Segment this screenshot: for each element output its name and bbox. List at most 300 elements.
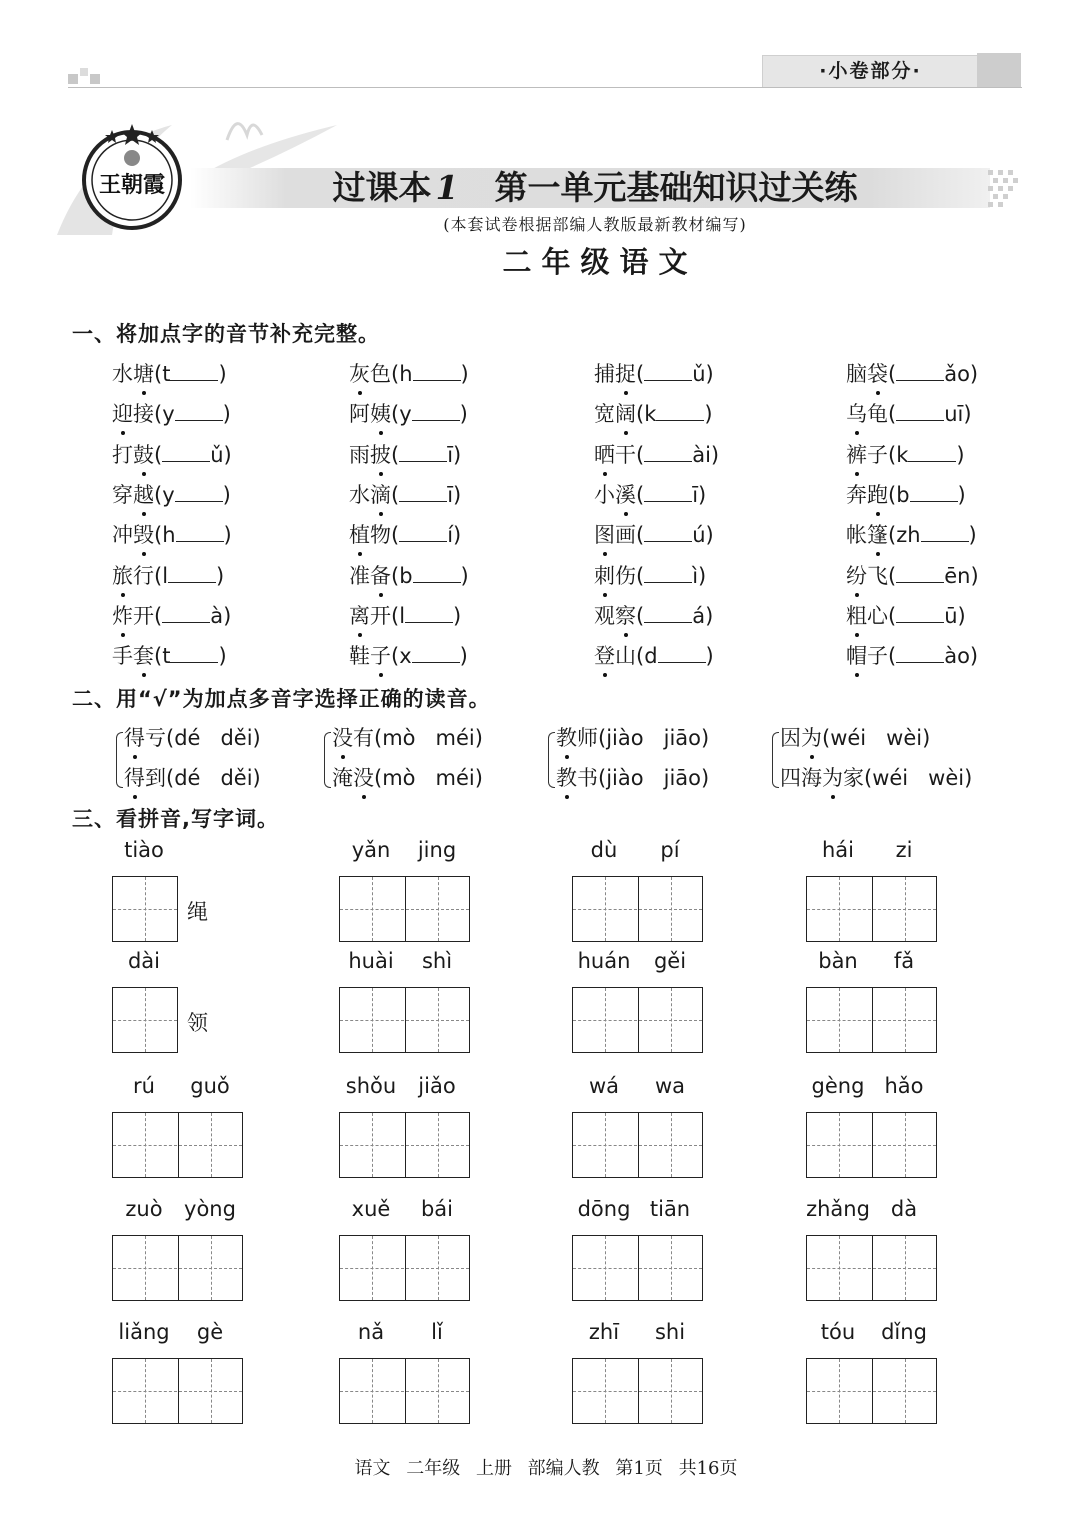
answer-blank[interactable] bbox=[412, 402, 460, 421]
writing-grid[interactable] bbox=[339, 1235, 470, 1301]
pinyin-fill-item: 穿越(y ) bbox=[112, 479, 231, 509]
hanzi-char: 晒 bbox=[594, 439, 615, 469]
cell-guide-horizontal bbox=[639, 1268, 702, 1269]
polyphone-item bbox=[124, 722, 261, 752]
tianzige-cell[interactable] bbox=[807, 1359, 871, 1423]
pinyin-fill-item: 鞋子(x ) bbox=[349, 640, 468, 670]
hanzi-char: 没 bbox=[332, 722, 353, 752]
tianzige-cell[interactable] bbox=[340, 1359, 404, 1423]
cell-guide-horizontal bbox=[807, 1145, 871, 1146]
pinyin-suffix: ū bbox=[944, 603, 958, 628]
pinyin-label: lǐ bbox=[431, 1320, 443, 1344]
tianzige-cell[interactable] bbox=[807, 877, 871, 941]
pinyin-label: zi bbox=[895, 838, 913, 862]
pinyin-label: shì bbox=[421, 949, 453, 973]
tianzige-cell[interactable] bbox=[573, 988, 637, 1052]
cell-guide-horizontal bbox=[340, 1391, 404, 1392]
answer-blank[interactable] bbox=[412, 644, 460, 663]
answer-blank[interactable] bbox=[644, 443, 692, 462]
pinyin-label: nǎ bbox=[357, 1320, 385, 1344]
cell-guide-horizontal bbox=[113, 1020, 177, 1021]
writing-grid[interactable] bbox=[572, 1358, 703, 1424]
hanzi-char: 披 bbox=[370, 439, 391, 469]
writing-grid[interactable] bbox=[806, 987, 937, 1053]
polyphone-item bbox=[124, 762, 261, 792]
pinyin-fill-item: 灰色(h ) bbox=[349, 358, 469, 388]
tianzige-cell[interactable] bbox=[113, 1113, 177, 1177]
pinyin-suffix: ì bbox=[692, 563, 699, 588]
reading-options[interactable]: (jiào jiāo) bbox=[598, 766, 710, 790]
writing-grid[interactable] bbox=[806, 1112, 937, 1178]
pinyin-label: guǒ bbox=[190, 1074, 230, 1098]
hanzi-char: 龟 bbox=[867, 402, 888, 427]
tianzige-cell[interactable] bbox=[178, 1113, 242, 1177]
pinyin-suffix: ī bbox=[692, 482, 699, 507]
hanzi-char: 刺 bbox=[594, 560, 615, 590]
pinyin-fill-item: 准备(b ) bbox=[349, 560, 469, 590]
pinyin-fill-item: 迎接(y ) bbox=[112, 398, 231, 428]
hanzi-char: 小 bbox=[594, 482, 615, 507]
writing-grid[interactable] bbox=[572, 1235, 703, 1301]
hanzi-char: 阔 bbox=[615, 398, 636, 428]
hanzi-char: 开 bbox=[133, 603, 154, 628]
hanzi-char: 乌 bbox=[846, 398, 867, 428]
writing-grid[interactable] bbox=[112, 1358, 243, 1424]
pinyin-fill-item: 离开(l ) bbox=[349, 600, 461, 630]
answer-blank[interactable] bbox=[168, 564, 216, 583]
hanzi-char: 篷 bbox=[867, 519, 888, 549]
pinyin-fill-item: 水塘(t ) bbox=[112, 358, 227, 388]
writing-grid[interactable] bbox=[572, 1112, 703, 1178]
pinyin-label: wa bbox=[654, 1074, 686, 1098]
cell-guide-horizontal bbox=[573, 1145, 637, 1146]
writing-grid[interactable] bbox=[339, 1358, 470, 1424]
writing-grid[interactable] bbox=[806, 876, 937, 942]
pinyin-fill-item: 捕捉( ǔ) bbox=[594, 358, 714, 388]
tianzige-cell[interactable] bbox=[807, 1113, 871, 1177]
page-title bbox=[190, 166, 1000, 210]
pinyin-label: gèng bbox=[811, 1074, 865, 1098]
reading-options[interactable]: (jiào jiāo) bbox=[598, 726, 710, 750]
tianzige-cell[interactable] bbox=[807, 1236, 871, 1300]
pinyin-label: jing bbox=[417, 838, 457, 862]
polyphone-item bbox=[780, 762, 972, 792]
pinyin-label: huài bbox=[348, 949, 394, 973]
given-character: 绳 bbox=[187, 900, 208, 924]
tianzige-cell[interactable] bbox=[113, 877, 177, 941]
pinyin-fill-item: 手套(t ) bbox=[112, 640, 227, 670]
page-footer: 语文 二年级 上册 部编人教 第1页 共16页 bbox=[354, 1458, 738, 1479]
cell-guide-horizontal bbox=[873, 1145, 936, 1146]
pinyin-label: pí bbox=[660, 838, 680, 862]
pinyin-label: tiān bbox=[649, 1197, 691, 1221]
cell-guide-horizontal bbox=[340, 1268, 404, 1269]
reading-options[interactable]: (wéi wèi) bbox=[822, 726, 931, 750]
answer-blank[interactable] bbox=[399, 523, 447, 542]
answer-blank[interactable] bbox=[644, 604, 692, 623]
cell-guide-horizontal bbox=[113, 909, 177, 910]
pinyin-fill-item: 帽子( ào) bbox=[846, 640, 978, 670]
hanzi-char: 干 bbox=[615, 442, 636, 467]
hanzi-char: 开 bbox=[370, 603, 391, 628]
pinyin-suffix: à bbox=[210, 603, 224, 628]
pinyin-label: dù bbox=[590, 838, 618, 862]
cell-guide-horizontal bbox=[807, 909, 871, 910]
pinyin-fill-item: 小溪( ī) bbox=[594, 479, 706, 509]
tianzige-cell[interactable] bbox=[872, 1359, 936, 1423]
pinyin-suffix: uī bbox=[944, 402, 964, 427]
answer-blank[interactable] bbox=[644, 523, 692, 542]
hanzi-char: 子 bbox=[867, 644, 888, 669]
tianzige-cell[interactable] bbox=[113, 1236, 177, 1300]
pinyin-label: dà bbox=[890, 1197, 918, 1221]
tianzige-cell[interactable] bbox=[638, 877, 702, 941]
pinyin-label: dǐng bbox=[881, 1320, 927, 1344]
hanzi-char: 炸 bbox=[112, 600, 133, 630]
pinyin-label: bàn bbox=[818, 949, 858, 973]
pinyin-label: liǎng bbox=[118, 1320, 170, 1344]
writing-grid[interactable] bbox=[806, 1235, 937, 1301]
hanzi-char: 袋 bbox=[867, 358, 888, 388]
hanzi-char: 伤 bbox=[615, 563, 636, 588]
pinyin-prefix: x bbox=[399, 644, 412, 669]
hanzi-char: 登 bbox=[594, 640, 615, 670]
hanzi-char: 水 bbox=[112, 362, 133, 386]
pinyin-prefix: b bbox=[399, 563, 413, 588]
pinyin-fill-item: 图画( ú) bbox=[594, 519, 714, 549]
pinyin-fill-item: 帐篷(zh ) bbox=[846, 519, 977, 549]
answer-blank[interactable] bbox=[644, 362, 692, 381]
answer-blank[interactable] bbox=[896, 362, 944, 381]
answer-blank[interactable] bbox=[896, 564, 944, 583]
tianzige-cell[interactable] bbox=[872, 988, 936, 1052]
pinyin-label: gè bbox=[196, 1320, 224, 1344]
cell-guide-horizontal bbox=[179, 1145, 242, 1146]
tianzige-cell[interactable] bbox=[405, 1236, 469, 1300]
hanzi-char: 教 bbox=[556, 722, 577, 752]
pinyin-prefix: y bbox=[399, 402, 412, 427]
pinyin-fill-item: 晒干( ài) bbox=[594, 439, 719, 469]
pinyin-suffix: ǔ bbox=[692, 362, 706, 386]
hanzi-char: 穿 bbox=[112, 482, 133, 507]
group-brace bbox=[116, 732, 123, 788]
pinyin-prefix: t bbox=[162, 362, 171, 386]
pinyin-label: zuò bbox=[125, 1197, 163, 1221]
hanzi-char: 迎 bbox=[112, 398, 133, 428]
pinyin-label: jiǎo bbox=[418, 1074, 456, 1098]
tianzige-cell[interactable] bbox=[573, 1359, 637, 1423]
hanzi-char: 脑 bbox=[846, 362, 867, 386]
pinyin-label: xuě bbox=[351, 1197, 391, 1221]
reading-options[interactable]: (wéi wèi) bbox=[864, 766, 973, 790]
pinyin-label: zhī bbox=[588, 1320, 620, 1344]
pinyin-fill-item: 植物( í) bbox=[349, 519, 461, 549]
pinyin-label: tóu bbox=[820, 1320, 856, 1344]
answer-blank[interactable] bbox=[644, 483, 692, 502]
cell-guide-horizontal bbox=[807, 1391, 871, 1392]
reading-options[interactable]: (dé děi) bbox=[166, 766, 261, 790]
cell-guide-horizontal bbox=[873, 1391, 936, 1392]
polyphone-item bbox=[780, 722, 930, 752]
hanzi-char: 教 bbox=[556, 762, 577, 792]
answer-blank[interactable] bbox=[896, 604, 944, 623]
tianzige-cell[interactable] bbox=[340, 877, 404, 941]
answer-blank[interactable] bbox=[162, 604, 210, 623]
header-rule bbox=[68, 87, 1022, 88]
pinyin-label: hǎo bbox=[884, 1074, 924, 1098]
hanzi-char: 没 bbox=[353, 762, 374, 792]
hanzi-char: 手 bbox=[112, 644, 133, 669]
cell-guide-horizontal bbox=[179, 1268, 242, 1269]
pinyin-suffix: í bbox=[447, 523, 454, 548]
cell-guide-horizontal bbox=[113, 1391, 177, 1392]
cell-guide-horizontal bbox=[340, 1020, 404, 1021]
polyphone-item bbox=[332, 762, 483, 792]
answer-blank[interactable] bbox=[896, 402, 944, 421]
tianzige-cell[interactable] bbox=[178, 1236, 242, 1300]
hanzi-char: 飞 bbox=[867, 563, 888, 588]
hanzi-char: 接 bbox=[133, 402, 154, 427]
hanzi-char: 冲 bbox=[112, 523, 133, 548]
hanzi-char: 宽 bbox=[594, 402, 615, 427]
pinyin-label: wá bbox=[588, 1074, 620, 1098]
tianzige-cell[interactable] bbox=[638, 1359, 702, 1423]
hanzi-char: 物 bbox=[370, 523, 391, 548]
hanzi-char: 图 bbox=[594, 519, 615, 549]
section2-heading: 二、用“√”为加点多音字选择正确的读音。 bbox=[72, 687, 491, 711]
hanzi-char: 得 bbox=[124, 722, 145, 752]
hanzi-char: 帽 bbox=[846, 640, 867, 670]
pinyin-fill-item: 裤子(k ) bbox=[846, 439, 965, 469]
hanzi-char: 粗 bbox=[846, 600, 867, 630]
header-tag: ·小卷部分· bbox=[762, 55, 979, 88]
title-number: 1 bbox=[435, 168, 459, 207]
pinyin-prefix: k bbox=[896, 442, 909, 467]
tianzige-cell[interactable] bbox=[573, 1113, 637, 1177]
cell-guide-horizontal bbox=[573, 1268, 637, 1269]
writing-grid[interactable] bbox=[572, 876, 703, 942]
pinyin-suffix: ào bbox=[944, 644, 970, 669]
hanzi-char: 鼓 bbox=[133, 439, 154, 469]
hanzi-char: 离 bbox=[349, 600, 370, 630]
polyphone-item bbox=[556, 722, 709, 752]
pinyin-prefix: l bbox=[162, 563, 169, 588]
answer-blank[interactable] bbox=[658, 644, 706, 663]
writing-grid[interactable] bbox=[572, 987, 703, 1053]
hanzi-char: 阿 bbox=[349, 402, 370, 427]
hanzi-char: 师 bbox=[577, 726, 598, 750]
tianzige-cell[interactable] bbox=[340, 1113, 404, 1177]
pinyin-suffix: ǎo bbox=[944, 362, 970, 386]
section3-heading: 三、看拼音,写字词。 bbox=[72, 807, 279, 831]
pinyin-fill-item: 冲毁(h ) bbox=[112, 519, 232, 549]
pinyin-suffix: ú bbox=[692, 523, 706, 548]
pinyin-fill-item: 旅行(l ) bbox=[112, 560, 224, 590]
pinyin-prefix: h bbox=[399, 362, 413, 386]
cell-guide-horizontal bbox=[873, 909, 936, 910]
answer-blank[interactable] bbox=[896, 644, 944, 663]
tianzige-cell[interactable] bbox=[638, 1113, 702, 1177]
group-brace bbox=[772, 732, 779, 788]
pinyin-label: huán bbox=[577, 949, 631, 973]
tianzige-cell[interactable] bbox=[872, 1113, 936, 1177]
tianzige-cell[interactable] bbox=[113, 988, 177, 1052]
writing-grid[interactable] bbox=[112, 876, 178, 942]
cell-guide-horizontal bbox=[340, 1145, 404, 1146]
answer-blank[interactable] bbox=[175, 402, 223, 421]
hanzi-char: 水 bbox=[349, 482, 370, 507]
hanzi-char: 捕 bbox=[594, 362, 615, 386]
answer-blank[interactable] bbox=[910, 483, 958, 502]
pinyin-label: yǎn bbox=[351, 838, 391, 862]
pinyin-label: tiào bbox=[124, 838, 164, 862]
corner-decoration bbox=[68, 62, 108, 86]
hanzi-char: 因 bbox=[780, 726, 801, 750]
writing-grid[interactable] bbox=[339, 987, 470, 1053]
cell-guide-horizontal bbox=[873, 1020, 936, 1021]
hanzi-char: 察 bbox=[615, 600, 636, 630]
hanzi-char: 亏 bbox=[145, 726, 166, 750]
pinyin-label: dài bbox=[127, 949, 161, 973]
hanzi-char: 淹 bbox=[332, 766, 353, 790]
cell-guide-horizontal bbox=[639, 909, 702, 910]
hanzi-char: 家 bbox=[843, 766, 864, 790]
pinyin-label: dōng bbox=[577, 1197, 631, 1221]
tianzige-cell[interactable] bbox=[638, 988, 702, 1052]
cell-guide-horizontal bbox=[113, 1145, 177, 1146]
answer-blank[interactable] bbox=[413, 564, 461, 583]
page-subtitle: (本套试卷根据部编人教版最新教材编写) bbox=[443, 215, 747, 234]
tianzige-cell[interactable] bbox=[405, 1113, 469, 1177]
answer-blank[interactable] bbox=[162, 443, 210, 462]
answer-blank[interactable] bbox=[908, 443, 956, 462]
pinyin-prefix: b bbox=[896, 482, 910, 507]
tianzige-cell[interactable] bbox=[405, 1359, 469, 1423]
pinyin-label: fǎ bbox=[893, 949, 915, 973]
answer-blank[interactable] bbox=[170, 362, 218, 381]
answer-blank[interactable] bbox=[656, 402, 704, 421]
answer-blank[interactable] bbox=[921, 523, 969, 542]
hanzi-char: 帐 bbox=[846, 523, 867, 548]
given-character: 领 bbox=[187, 1011, 208, 1035]
cell-guide-horizontal bbox=[573, 1391, 637, 1392]
writing-grid[interactable] bbox=[806, 1358, 937, 1424]
tianzige-cell[interactable] bbox=[872, 877, 936, 941]
seal-name: 王朝霞 bbox=[98, 172, 166, 198]
answer-blank[interactable] bbox=[399, 443, 447, 462]
title-main: 过课本 bbox=[332, 168, 432, 207]
reading-options[interactable]: (dé děi) bbox=[166, 726, 261, 750]
pinyin-prefix: y bbox=[162, 402, 175, 427]
answer-blank[interactable] bbox=[170, 644, 218, 663]
hanzi-char: 打 bbox=[112, 442, 133, 467]
pinyin-label: rú bbox=[133, 1074, 155, 1098]
pinyin-fill-item: 纷飞( ēn) bbox=[846, 560, 979, 590]
cell-guide-horizontal bbox=[807, 1020, 871, 1021]
answer-blank[interactable] bbox=[175, 483, 223, 502]
pinyin-prefix: l bbox=[399, 603, 406, 628]
answer-blank[interactable] bbox=[644, 564, 692, 583]
pinyin-suffix: ī bbox=[447, 442, 454, 467]
pinyin-prefix: zh bbox=[896, 523, 921, 548]
cell-guide-horizontal bbox=[179, 1391, 242, 1392]
tianzige-cell[interactable] bbox=[872, 1236, 936, 1300]
hanzi-char: 到 bbox=[145, 766, 166, 790]
pinyin-fill-item: 炸开( à) bbox=[112, 600, 231, 630]
tianzige-cell[interactable] bbox=[405, 988, 469, 1052]
cell-guide-horizontal bbox=[406, 1145, 469, 1146]
answer-blank[interactable] bbox=[405, 604, 453, 623]
cell-guide-horizontal bbox=[406, 1391, 469, 1392]
hanzi-char: 为 bbox=[822, 762, 843, 792]
cell-guide-horizontal bbox=[873, 1268, 936, 1269]
hanzi-char: 子 bbox=[370, 640, 391, 670]
pinyin-label: gěi bbox=[653, 949, 687, 973]
polyphone-item bbox=[556, 762, 709, 792]
hanzi-char: 行 bbox=[133, 563, 154, 588]
pinyin-prefix: y bbox=[162, 482, 175, 507]
tianzige-cell[interactable] bbox=[573, 877, 637, 941]
hanzi-char: 有 bbox=[353, 726, 374, 750]
pinyin-fill-item: 奔跑(b ) bbox=[846, 479, 966, 509]
answer-blank[interactable] bbox=[176, 523, 224, 542]
hanzi-char: 鞋 bbox=[349, 644, 370, 669]
answer-blank[interactable] bbox=[399, 483, 447, 502]
hanzi-char: 准 bbox=[349, 563, 370, 588]
hanzi-char: 溪 bbox=[615, 479, 636, 509]
pinyin-fill-item: 乌龟( uī) bbox=[846, 398, 972, 428]
hanzi-char: 塘 bbox=[133, 358, 154, 388]
cell-guide-horizontal bbox=[406, 1268, 469, 1269]
pinyin-suffix: á bbox=[692, 603, 706, 628]
title-unit: 第一单元基础知识过关练 bbox=[494, 168, 858, 207]
tianzige-cell[interactable] bbox=[573, 1236, 637, 1300]
tianzige-cell[interactable] bbox=[405, 877, 469, 941]
reading-options[interactable]: (mò méi) bbox=[374, 766, 483, 790]
tianzige-cell[interactable] bbox=[340, 1236, 404, 1300]
hanzi-char: 色 bbox=[370, 362, 391, 386]
cell-guide-horizontal bbox=[573, 1020, 637, 1021]
section1-heading: 一、将加点字的音节补充完整。 bbox=[72, 322, 380, 346]
tianzige-cell[interactable] bbox=[638, 1236, 702, 1300]
writing-grid[interactable] bbox=[339, 876, 470, 942]
writing-grid[interactable] bbox=[112, 987, 178, 1053]
hanzi-char: 毁 bbox=[133, 519, 154, 549]
answer-blank[interactable] bbox=[413, 362, 461, 381]
cell-guide-horizontal bbox=[340, 909, 404, 910]
hanzi-char: 裤 bbox=[846, 439, 867, 469]
tianzige-cell[interactable] bbox=[113, 1359, 177, 1423]
hanzi-char: 雨 bbox=[349, 442, 370, 467]
group-brace bbox=[548, 732, 555, 788]
header-block bbox=[977, 53, 1021, 88]
pinyin-fill-item: 阿姨(y ) bbox=[349, 398, 468, 428]
pinyin-suffix: ēn bbox=[944, 563, 971, 588]
writing-grid[interactable] bbox=[112, 1112, 243, 1178]
tianzige-cell[interactable] bbox=[178, 1359, 242, 1423]
reading-options[interactable]: (mò méi) bbox=[374, 726, 483, 750]
hanzi-char: 四 bbox=[780, 766, 801, 790]
pinyin-label: hái bbox=[821, 838, 854, 862]
hanzi-char: 姨 bbox=[370, 398, 391, 428]
tianzige-cell[interactable] bbox=[340, 988, 404, 1052]
pinyin-fill-item: 粗心( ū) bbox=[846, 600, 966, 630]
pinyin-fill-item: 水滴( ī) bbox=[349, 479, 461, 509]
pinyin-label: shǒu bbox=[345, 1074, 397, 1098]
writing-grid[interactable] bbox=[339, 1112, 470, 1178]
writing-grid[interactable] bbox=[112, 1235, 243, 1301]
tianzige-cell[interactable] bbox=[807, 988, 871, 1052]
